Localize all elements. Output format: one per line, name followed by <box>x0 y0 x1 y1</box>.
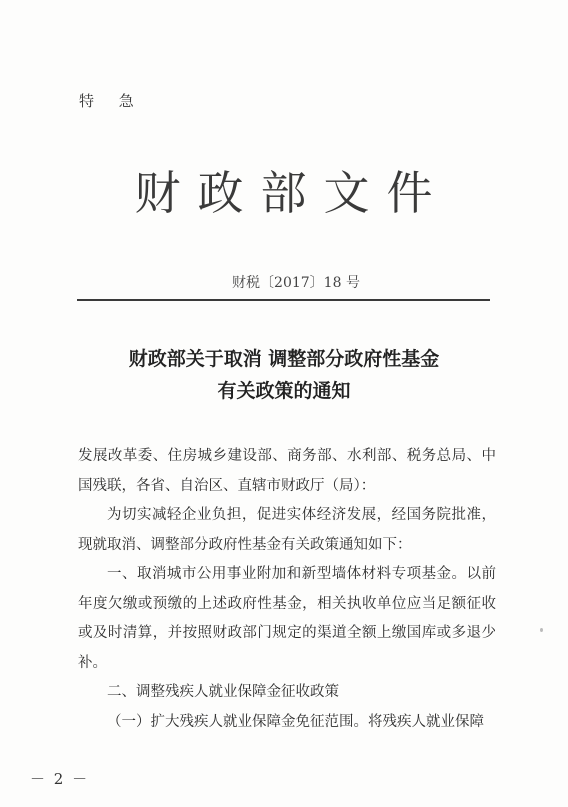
item-2-heading: 二、调整残疾人就业保障金征收政策 <box>107 684 339 700</box>
notice-title <box>0 343 568 407</box>
scan-speck <box>540 628 543 632</box>
header-divider <box>77 299 490 301</box>
document-title: 财政部文件 <box>134 166 450 220</box>
recipients-paragraph: 发展改革委、住房城乡建设部、商务部、水利部、税务总局、中国残联，各省、自治区、直辖市财政厅（局）： <box>78 448 496 494</box>
page-number: － 2 － <box>30 770 90 788</box>
urgency-label: 特 急 <box>79 92 144 110</box>
item-2-1-paragraph: （一）扩大残疾人就业保障金免征范围。将残疾人就业保障 <box>107 713 484 730</box>
notice-title-line-2: 有关政策的通知 <box>217 380 351 402</box>
intro-paragraph: 为切实减轻企业负担，促进实体经济发展，经国务院批准，现就取消、调整部分政府性基金有关政策通知如下： <box>78 507 496 553</box>
notice-body <box>78 442 496 737</box>
item-1-paragraph: 一、取消城市公用事业附加和新型墙体材料专项基金。以前年度欠缴或预缴的上述政府性基金，相关执收单位应当足额征收或及时清算，并按照财政部门规定的渠道全额上缴国库或多退少补。 <box>78 566 496 671</box>
document-number: 财税〔2017〕18 号 <box>232 275 360 291</box>
notice-title-line-1: 财政部关于取消 调整部分政府性基金 <box>128 348 440 370</box>
